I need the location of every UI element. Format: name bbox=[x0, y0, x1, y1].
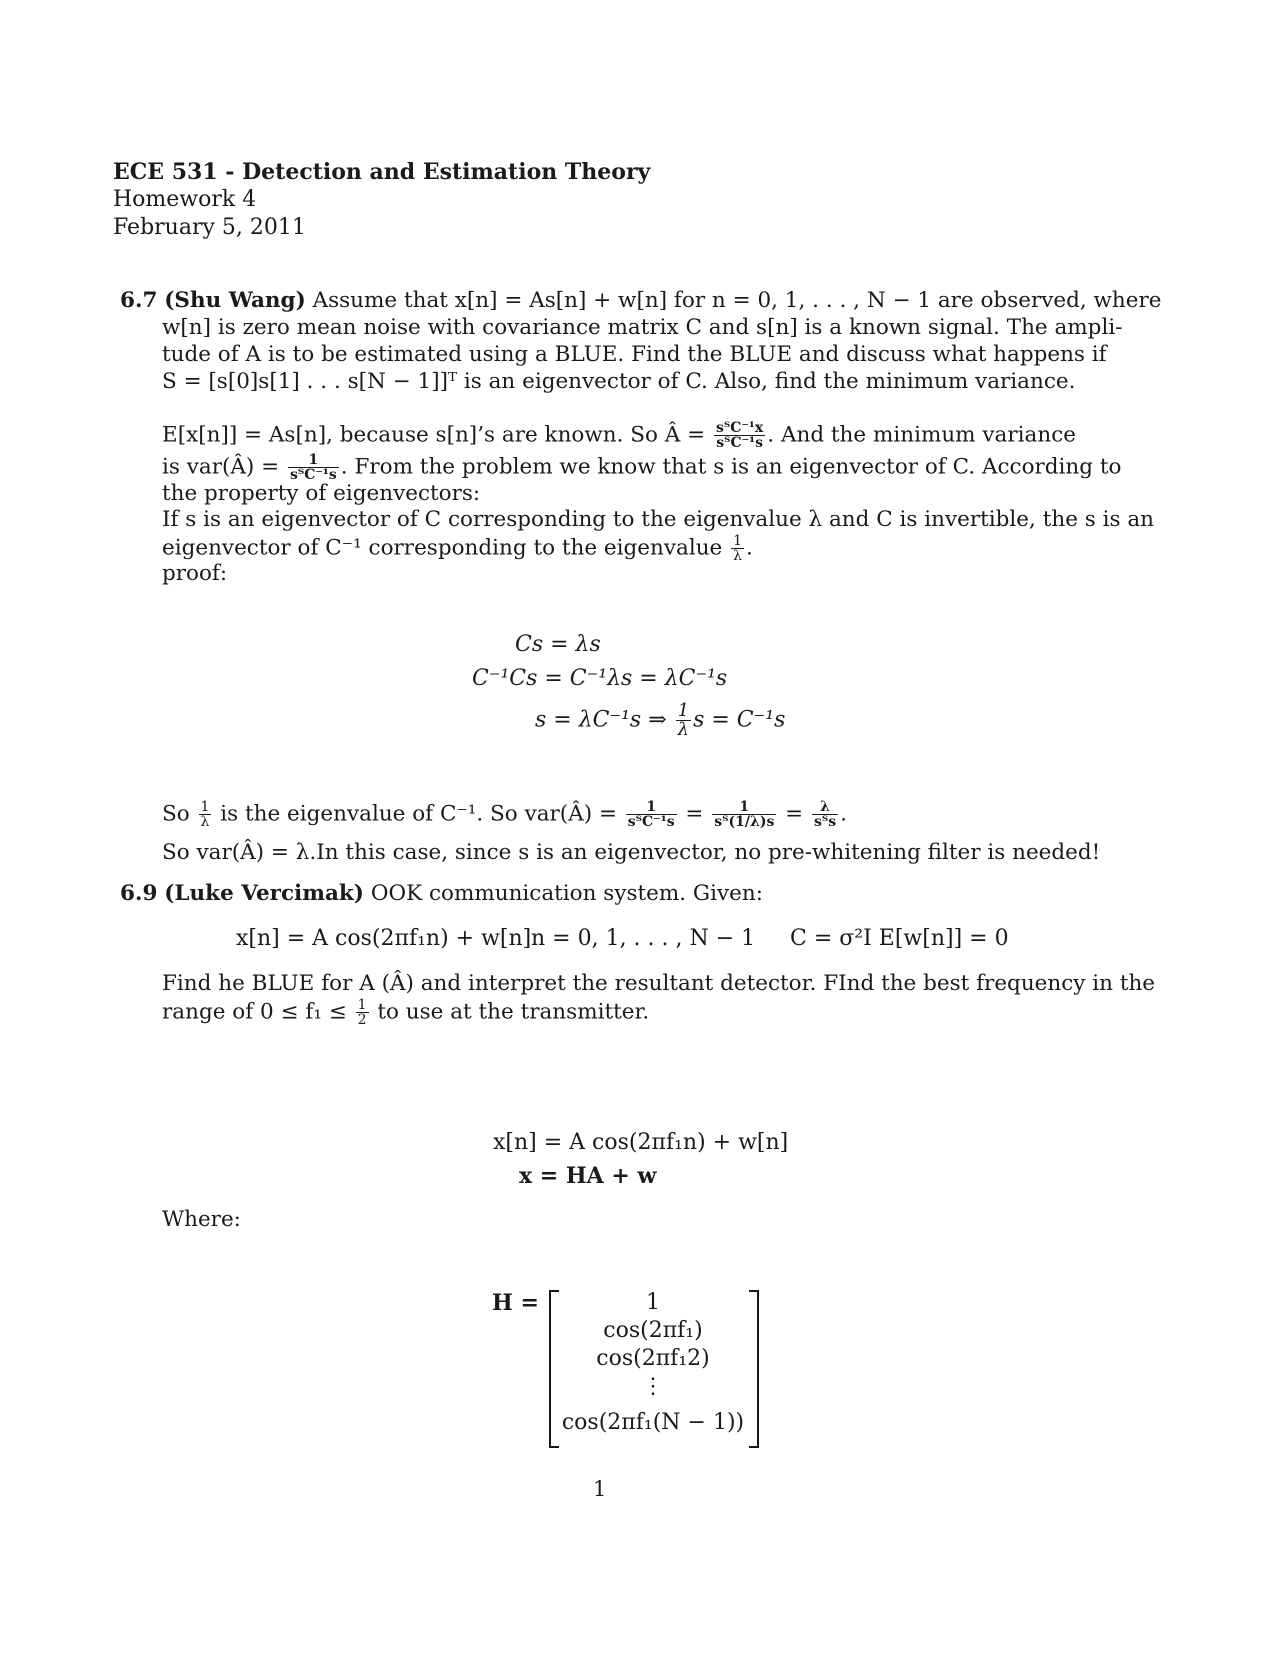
solution-line: If s is an eigenvector of C corresponding to the eigenvalue λ and C is invertible, the s is an bbox=[162, 507, 1155, 532]
eigenvalue-fraction bbox=[731, 534, 744, 563]
h-matrix-label: H = bbox=[492, 1290, 539, 1316]
variance-fraction bbox=[288, 453, 339, 482]
problem-intro: OOK communication system. Given: bbox=[370, 881, 763, 906]
conclusion-text: . bbox=[840, 801, 847, 827]
task-text: range of 0 ≤ f₁ ≤ bbox=[162, 999, 354, 1025]
task-line bbox=[162, 998, 649, 1027]
fraction-numerator: 1 bbox=[626, 800, 677, 815]
fraction-denominator: sᵀC⁻¹s bbox=[289, 467, 337, 483]
fraction-numerator: λ bbox=[812, 800, 838, 815]
fraction-denominator: sᵀC⁻¹s bbox=[627, 814, 675, 830]
h-matrix-entry: cos(2πf₁(N − 1)) bbox=[561, 1410, 745, 1435]
problem-statement-line: w[n] is zero mean noise with covariance matrix C and s[n] is a known signal. The ampli- bbox=[162, 315, 1123, 340]
solution-text: . From the problem we know that s is an eigenvector of C. According to bbox=[340, 454, 1122, 480]
problem-statement-line: Assume that x[n] = As[n] + w[n] for n = 0, 1, . . . , N − 1 are observed, where bbox=[312, 288, 1162, 313]
page-number: 1 bbox=[593, 1477, 607, 1501]
solution-line bbox=[162, 534, 753, 563]
fraction-denominator: sᵀ(1/λ)s bbox=[714, 814, 775, 830]
fraction-numerator: 1 bbox=[677, 700, 690, 721]
conclusion-fraction bbox=[626, 800, 677, 829]
task-text: to use at the transmitter. bbox=[370, 999, 650, 1025]
solution-line bbox=[162, 453, 1121, 482]
h-matrix-entry: cos(2πf₁) bbox=[603, 1318, 703, 1343]
solution-line bbox=[162, 421, 1076, 450]
given-covariance: C = σ²I E[w[n]] = 0 bbox=[790, 926, 1009, 951]
fraction-numerator: 1 bbox=[357, 997, 367, 1013]
h-matrix-entry: ⋮ bbox=[642, 1374, 664, 1399]
fraction-denominator: λ bbox=[677, 719, 690, 740]
h-matrix-right-bracket bbox=[749, 1290, 759, 1448]
proof-fraction bbox=[676, 702, 691, 739]
equation-part: s = λC⁻¹s ⇒ bbox=[535, 707, 674, 733]
problem-author: (Shu Wang) bbox=[164, 288, 306, 313]
document-date: February 5, 2011 bbox=[113, 215, 306, 240]
fraction-denominator: 2 bbox=[357, 1012, 367, 1028]
conclusion-line bbox=[162, 800, 847, 829]
conclusion-text: is the eigenvalue of C⁻¹. So var(Â) = bbox=[213, 801, 624, 827]
proof-equation: C⁻¹Cs = C⁻¹λs = λC⁻¹s bbox=[472, 666, 728, 691]
homework-label: Homework 4 bbox=[113, 187, 257, 212]
solution-text: E[x[n]] = As[n], because s[n]’s are known. So Â = bbox=[162, 422, 713, 448]
task-line: Find he BLUE for A (Â) and interpret the resultant detector. FInd the best frequency in the bbox=[162, 971, 1156, 996]
problem-number: 6.9 bbox=[120, 881, 158, 906]
fraction-numerator: sᵀC⁻¹x bbox=[716, 420, 764, 436]
fraction-numerator: 1 bbox=[200, 799, 210, 815]
course-title: ECE 531 - Detection and Estimation Theory bbox=[113, 159, 651, 185]
problem-number: 6.7 bbox=[120, 288, 158, 313]
conclusion-text: So bbox=[162, 801, 197, 827]
model-equation: x[n] = A cos(2πf₁n) + w[n] bbox=[493, 1130, 789, 1155]
solution-text: . And the minimum variance bbox=[767, 422, 1076, 448]
fraction-numerator: 1 bbox=[733, 533, 743, 549]
conclusion-fraction bbox=[199, 800, 212, 829]
solution-line: the property of eigenvectors: bbox=[162, 481, 481, 506]
conclusion-fraction bbox=[712, 800, 776, 829]
conclusion-fraction bbox=[812, 800, 838, 829]
fraction-denominator: sᵀs bbox=[814, 814, 837, 830]
equals-sign: = bbox=[678, 801, 711, 827]
h-matrix-entry: 1 bbox=[646, 1290, 660, 1315]
document-header bbox=[113, 158, 650, 242]
model-vector-equation: x = HA + w bbox=[519, 1163, 657, 1189]
where-label: Where: bbox=[162, 1207, 241, 1232]
solution-text: eigenvector of C⁻¹ corresponding to the eigenvalue bbox=[162, 535, 730, 561]
fraction-numerator: 1 bbox=[712, 800, 776, 815]
proof-equation bbox=[535, 702, 785, 739]
problem-author: (Luke Vercimak) bbox=[164, 881, 364, 906]
equation-part: s = C⁻¹s bbox=[693, 707, 786, 733]
problem-statement-line: S = [s[0]s[1] . . . s[N − 1]]ᵀ is an eigenvector of C. Also, find the minimum variance. bbox=[162, 369, 1076, 394]
given-equation: x[n] = A cos(2πf₁n) + w[n] bbox=[236, 926, 532, 951]
conclusion-line: So var(Â) = λ.In this case, since s is an eigenvector, no pre-whitening filter is needed! bbox=[162, 840, 1101, 865]
frequency-bound-fraction bbox=[356, 998, 369, 1027]
problem-6-9-heading-line bbox=[120, 881, 763, 906]
h-matrix-entries bbox=[557, 1290, 749, 1438]
blue-fraction bbox=[714, 421, 765, 450]
solution-text: . bbox=[746, 535, 753, 561]
fraction-denominator: λ bbox=[200, 814, 210, 830]
h-matrix-entry: cos(2πf₁2) bbox=[596, 1346, 710, 1371]
proof-label: proof: bbox=[162, 561, 228, 586]
given-index-range: n = 0, 1, . . . , N − 1 bbox=[531, 926, 756, 951]
solution-text: is var(Â) = bbox=[162, 454, 286, 480]
equals-sign: = bbox=[778, 801, 811, 827]
fraction-denominator: λ bbox=[733, 548, 742, 564]
proof-equation: Cs = λs bbox=[515, 632, 601, 657]
problem-statement-line: tude of A is to be estimated using a BLUE. Find the BLUE and discuss what happens if bbox=[162, 342, 1107, 367]
problem-6-7-heading-line bbox=[120, 288, 1162, 313]
fraction-numerator: 1 bbox=[288, 453, 339, 468]
fraction-denominator: sᵀC⁻¹s bbox=[716, 435, 764, 451]
